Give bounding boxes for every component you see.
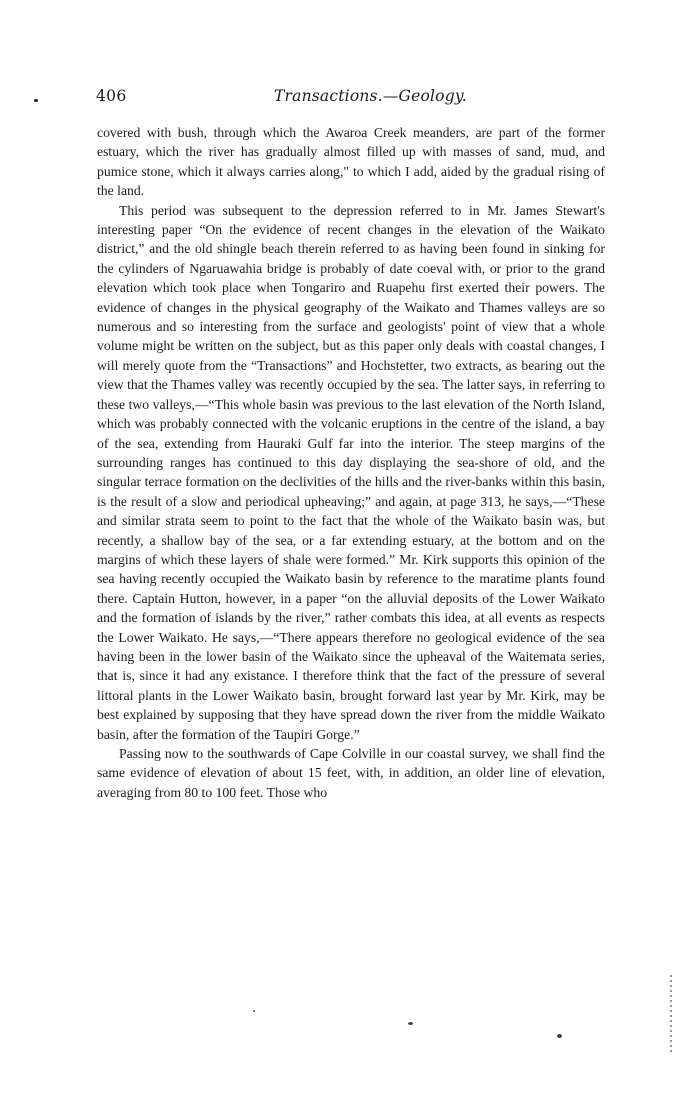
paragraph: covered with bush, through which the Awaroa Creek meanders, are part of the former estuary, which the river has gradually almost filled up with masses of sand, mud, and pumice stone, which it always carries along," to which I add, aided by the gradual rising of the land. [97,125,605,199]
paragraph: This period was subsequent to the depression referred to in Mr. James Stewart's interesting paper “On the evidence of recent changes in the elevation of the Waikato district,” and the old shingle beach therein referred to as having been found in sinking for the cylinders of Ngaruawahia bridge is probably of date coeval with, or prior to the grand elevation which took place when Tongariro and Ruapehu first exerted their powers. The evidence of changes in the physical geography of the Waikato and Thames valleys are so numerous and so interesting from the surface and geologists' point of view that a whole volume might be written on the subject, but as this paper only deals with coastal changes, I will merely quote from the “Transactions” and Hochstetter, two extracts, as bearing out the view that the Thames valley was recently occupied by the sea. The latter says, in referring to these two valleys,—“This whole basin was previous to the last elevation of the North Island, which was probably connected with the volcanic eruptions in the centre of the island, a bay of the sea, extending from Hauraki Gulf far into the interior. The steep margins of the surrounding ranges has continued to this day displaying the sea-shore of old, and the singular terrace formation on the declivities of the hills and the river-banks within this basin, is the result of a slow and periodical upheaving;” and again, at page 313, he says,—“These and similar strata seem to point to the fact that the whole of the Waikato basin was, but recently, a shallow bay of the sea, or a far extending estuary, at the bottom and on the margins of which these layers of shale were formed.” Mr. Kirk supports this opinion of the sea having recently occupied the Waikato basin by reference to the maratime plants found there. Captain Hutton, however, in a paper “on the alluvial deposits of the Lower Waikato and the formation of islands by the river,” rather combats this idea, at all events as respects the Lower Waikato. He says,—“There appears therefore no geological evidence of the sea having been in the lower basin of the Waikato since the upheaval of the Waitemata series, that is, since it had any existance. I therefore think that the fact of the pressure of several littoral plants in the Lower Waikato basin, brought forward last year by Mr. Kirk, may be best explained by supposing that they have spread down the river from the middle Waikato basin, after the formation of the Taupiri Gorge.” [97,202,605,742]
paragraph: Passing now to the southwards of Cape Colville in our coastal survey, we shall find the same evidence of elevation of about 15 feet, with, in addition, an older line of elevation, averaging from 80 to 100 feet. Those who [97,746,605,800]
scan-speck [408,1022,413,1025]
page-number: 406 [96,87,127,105]
margin-mark [34,99,38,102]
page-header [96,87,610,109]
body-text [97,123,605,802]
running-title: Transactions.—Geology. [274,87,467,105]
scan-speck [557,1034,562,1038]
scan-edge-artifact [670,975,672,1055]
scan-speck [253,1010,255,1012]
